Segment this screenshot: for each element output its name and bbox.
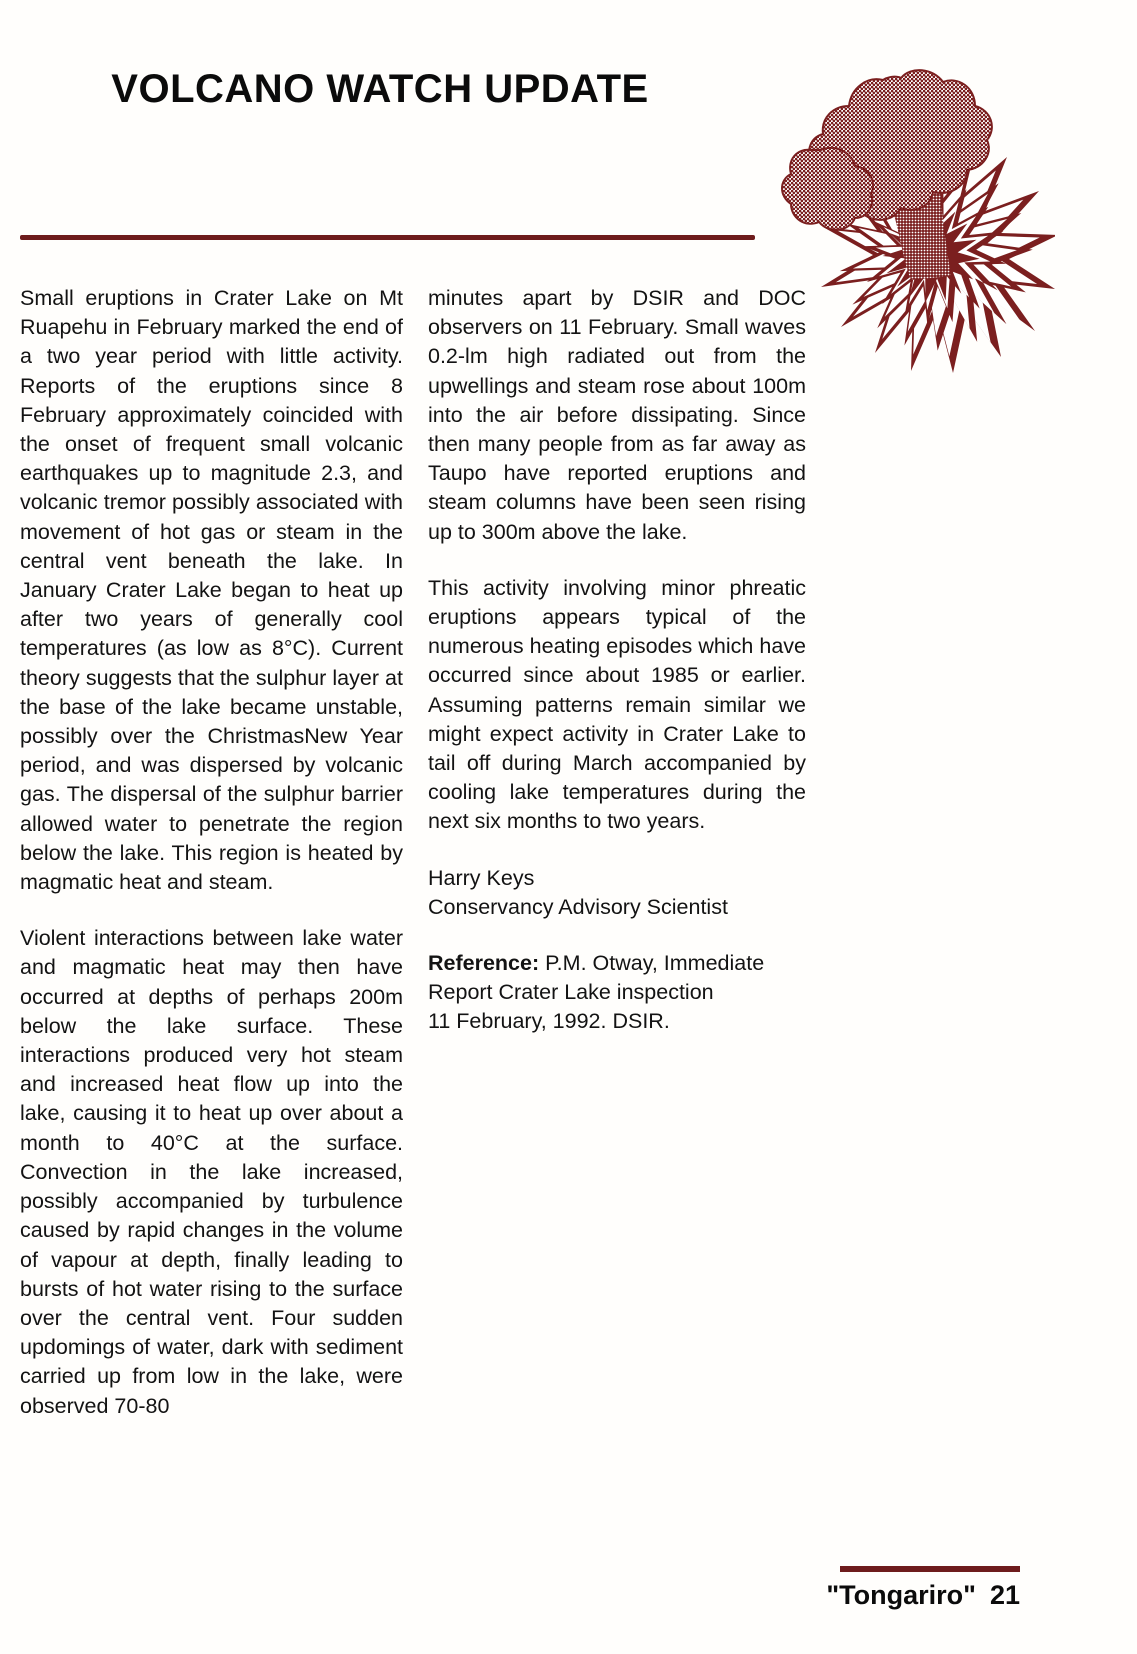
left-paragraph-2: Violent interactions between lake water and magmatic heat may then have occurred at depths of perhaps 200m below the lake surface. These interactions produced very hot steam and increased heat flow up into the lake, causing it to heat up over about a month to 40°C at the surface. Convection in the lake increased, possibly accompanied by turbulence caused by rapid changes in the volume of vapour at depth, finally leading to bursts of hot water rising to the surface over the central vent. Four sudden updomings of water, dark with sediment carried up from low in the lake, were observed 70-80 [20,926,403,1418]
left-paragraph-1: Small eruptions in Crater Lake on Mt Ruapehu in February marked the end of a two year period with little activity. Reports of the eruptions since 8 February approximately coincided with the onset of frequent small volcanic earthquakes up to magnitude 2.3, and volcanic tremor possibly associated with movement of hot gas or steam in the central vent beneath the lake. In January Crater Lake began to heat up after two years of generally cool temperatures (as low as 8°C). Current theory suggests that the sulphur layer at the base of the lake became unstable, possibly over the ChristmasNew Year period, and was dispersed by volcanic gas. The dispersal of the sulphur barrier allowed water to penetrate the region below the lake. This region is heated by magmatic heat and steam. [20,286,403,895]
reference-line-1 [428,949,806,978]
reference-line-3: 11 February, 1992. DSIR. [428,1009,670,1034]
footer-divider-rule [840,1566,1020,1572]
author-name: Harry Keys [428,865,535,890]
reference-label: Reference: [428,951,540,976]
author-title: Conservancy Advisory Scientist [428,894,728,919]
author-signature-block [428,864,806,922]
article-column-right [428,284,806,1037]
right-paragraph-1: minutes apart by DSIR and DOC observers on 11 February. Small waves 0.2-lm high radiated out from the upwellings and steam rose about 100m into the air before dissipating. Since then many people from as far away as Taupo have reported eruptions and steam columns have been seen rising up to 300m above the lake. [428,286,806,544]
header-divider-rule [20,235,755,240]
reference-block [428,949,806,1037]
reference-line-2: Report Crater Lake inspection [428,980,714,1005]
reference-citation-part-1: P.M. Otway, Immediate [539,951,765,976]
footer [700,1580,1020,1611]
footer-publication-name: "Tongariro" [826,1580,976,1610]
right-paragraph-2: This activity involving minor phreatic eruptions appears typical of the numerous heating episodes which have occurred since about 1985 or earlier. Assuming patterns remain similar we might expect activity in Crater Lake to tail off during March accompanied by cooling lake temperatures during the next six months to two years. [428,575,806,834]
footer-page-number: 21 [989,1580,1020,1610]
page-title: VOLCANO WATCH UPDATE [111,66,649,111]
article-column-left [20,284,403,1448]
